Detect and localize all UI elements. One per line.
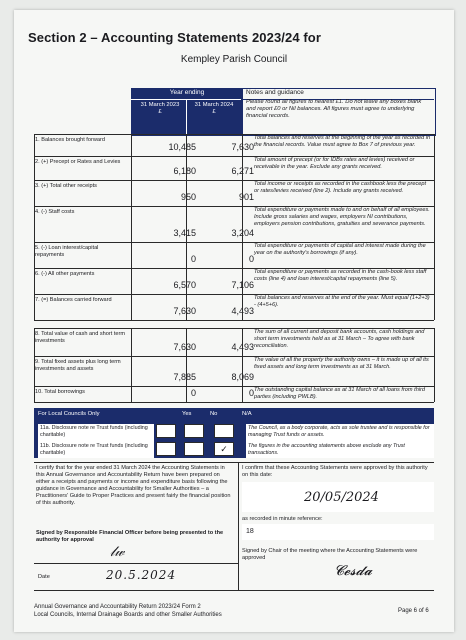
- value-2023: 6,180: [173, 166, 196, 176]
- row-label: 7. (=) Balances carried forward: [35, 297, 112, 303]
- minute-ref-value: 18: [246, 528, 254, 535]
- date-label: Date: [38, 574, 50, 580]
- na-label: N/A: [242, 411, 252, 417]
- row-label: 8. Total value of cash and short term investments: [35, 331, 126, 344]
- rfo-signed-label: Signed by Responsible Financial Officer before being presented to the authority for approval: [36, 530, 224, 543]
- row-note: Total expenditure or payments made to and on behalf of all employees. Include gross salaries and wages, employers NI contributions, employers pension contributions, gratuities and severance payments.: [254, 207, 430, 227]
- row-note: Total expenditure or payments as recorded in the cash-book less staff costs (line 4) and loan interest/capital repayments (line 5).: [254, 269, 427, 282]
- council-name: Kempley Parish Council: [180, 54, 288, 65]
- row-note: Total income or receipts as recorded in the cashbook less the precept or rates/levies received (line 2). Include any grants received.: [254, 181, 427, 194]
- value-2023: 7,885: [173, 372, 196, 382]
- value-2024: 0: [248, 388, 254, 398]
- value-2024: 901: [238, 192, 254, 202]
- guidance-text: Please round all figures to nearest £1. Do not leave any boxes blank and report £0 or Nil balances. All figures must agree to underlying financial records.: [246, 99, 422, 120]
- value-2023: 3,415: [173, 228, 196, 238]
- value-2023: 950: [180, 192, 196, 202]
- checkbox-11b-na-checked[interactable]: ✓: [214, 442, 234, 456]
- footer-form-title: Annual Governance and Accountability Return 2023/24 Form 2: [34, 604, 201, 610]
- row-11a-label: 11a. Disclosure note re Trust funds (including charitable): [38, 424, 154, 442]
- value-2024: 3,204: [231, 228, 254, 238]
- footer-subtitle: Local Councils, Internal Drainage Boards and other Smaller Authorities: [34, 612, 222, 618]
- row-note: Total expenditure or payments of capital and interest made during the year on the authority's borrowings (if any).: [254, 243, 426, 256]
- checkbox-11b-yes[interactable]: [156, 442, 176, 456]
- value-2023: 7,630: [173, 342, 196, 352]
- value-2023: 6,570: [173, 280, 196, 290]
- checkbox-11a-yes[interactable]: [156, 424, 176, 438]
- row-11b-label: 11b. Disclosure note re Trust funds (including charitable): [38, 442, 154, 458]
- note-11a: The Council, as a body corporate, acts as sole trustee and is responsible for managing Trust funds or assets.: [246, 424, 434, 442]
- row-note: The sum of all current and deposit bank accounts, cash holdings and short term investments held as at 31 March – To agree with bank reconciliation.: [254, 329, 425, 349]
- row-label: 6. (-) All other payments: [35, 271, 95, 277]
- value-2023: 7,630: [173, 306, 196, 316]
- row-note: Total amount of precept (or for IDBs rates and levies) received or receivable in the year. Exclude any grants received.: [254, 157, 415, 170]
- value-2024: 8,069: [231, 372, 254, 382]
- row-note: Total balances and reserves at the end of the year. Must equal (1+2+3) - (4+5+6).: [254, 295, 430, 308]
- checkbox-11a-no[interactable]: [184, 424, 204, 438]
- no-label: No: [210, 411, 218, 417]
- approval-date-handwritten: 20/05/2024: [304, 490, 379, 505]
- row-label: 1. Balances brought forward: [35, 137, 105, 143]
- notes-title: Notes and guidance: [246, 89, 304, 96]
- row-note: The outstanding capital balance as at 31 March of all loans from third parties (including PWLB).: [254, 387, 426, 400]
- checkbox-11b-no[interactable]: [184, 442, 204, 456]
- approval-text: I confirm that these Accounting Statements were approved by this authority on this date:: [242, 465, 428, 478]
- value-2024: 7,106: [231, 280, 254, 290]
- document-page: [14, 10, 454, 632]
- row-label: 9. Total fixed assets plus long term investments and assets: [35, 359, 121, 372]
- row-note: Total balances and reserves at the beginning of the year as recorded in the financial records. Value must agree to Box 7 of previous year.: [254, 135, 431, 148]
- chair-signature: 𝓒𝓮𝓼𝓭𝓪: [334, 563, 373, 579]
- row-label: 5. (-) Loan interest/capital repayments: [35, 245, 99, 258]
- rfo-signature: 𝓁𝓌: [110, 544, 125, 560]
- date-handwritten: 20.5.2024: [106, 568, 177, 582]
- minute-ref-label: as recorded in minute reference:: [242, 516, 323, 522]
- value-2023: 10,485: [168, 142, 196, 152]
- chair-signed-label: Signed by Chair of the meeting where the Accounting Statements were approved: [242, 548, 418, 561]
- yes-label: Yes: [182, 411, 192, 417]
- local-councils-title: For Local Councils Only: [38, 411, 100, 417]
- value-2023: 0: [190, 388, 196, 398]
- value-2023: 0: [190, 254, 196, 264]
- rfo-certification-text: I certify that for the year ended 31 March 2024 the Accounting Statements in this Annual Governance and Accountability Return have been prepared on either a receipts and payments or income and expenditure basis following the guidance in Governance and Accountability for Smaller Authorities – a Practitioners' Guide to Proper Practices and present fairly the financial position of this authority.: [36, 465, 231, 506]
- col-2023-label: 31 March 2023 £: [140, 102, 180, 115]
- row-label: 3. (+) Total other receipts: [35, 183, 97, 189]
- value-2024: 0: [248, 254, 254, 264]
- value-2024: 6,271: [231, 166, 254, 176]
- col-2024-label: 31 March 2024 £: [194, 102, 234, 115]
- page-number: Page 6 of 6: [398, 608, 429, 614]
- row-label: 2. (+) Precept or Rates and Levies: [35, 159, 121, 165]
- local-councils-header: [34, 408, 434, 420]
- value-2024: 4,493: [231, 306, 254, 316]
- checkbox-11a-na[interactable]: [214, 424, 234, 438]
- value-2024: 7,630: [231, 142, 254, 152]
- value-2024: 4,493: [231, 342, 254, 352]
- row-label: 10. Total borrowings: [35, 389, 85, 395]
- minute-ref-box: [242, 524, 434, 540]
- section-title: Section 2 – Accounting Statements 2023/24 for: [28, 30, 321, 45]
- note-11b: The figures in the accounting statements above exclude any Trust transactions.: [246, 442, 434, 458]
- row-label: 4. (-) Staff costs: [35, 209, 75, 215]
- row-note: The value of all the property the authority owns – it is made up of all its fixed assets and long term investments as at 31 March.: [254, 357, 429, 370]
- year-ending-label: Year ending: [169, 89, 205, 96]
